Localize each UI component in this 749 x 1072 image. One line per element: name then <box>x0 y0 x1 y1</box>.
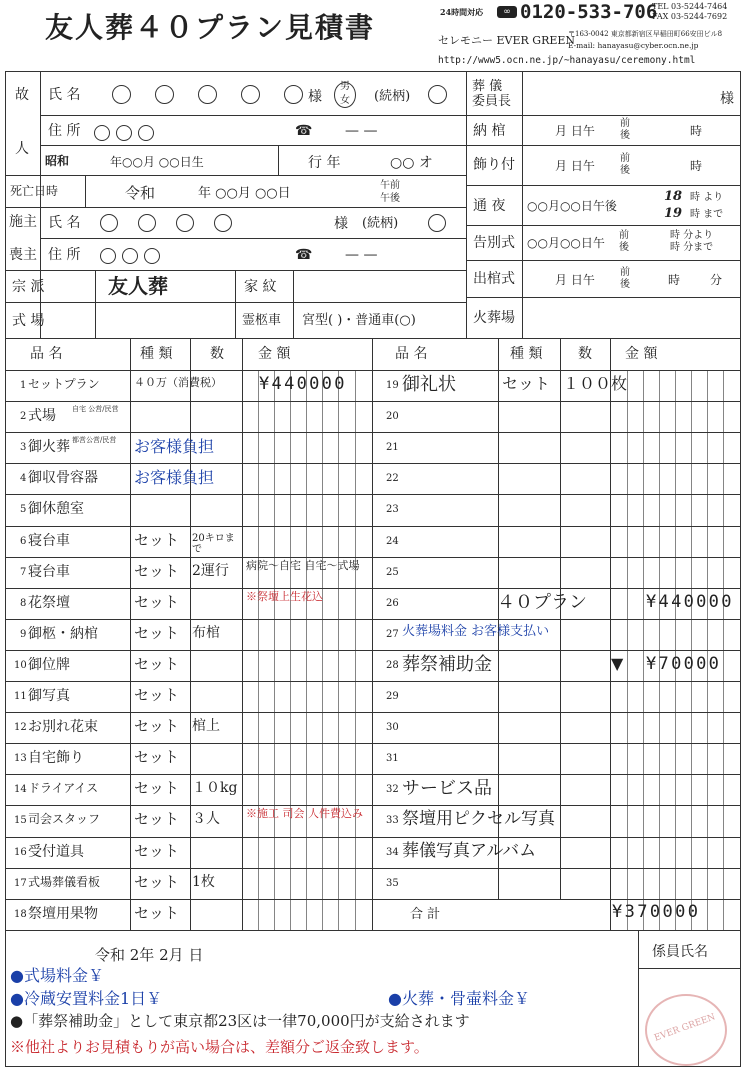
item-type: セット <box>134 654 180 673</box>
item-number: 9 <box>20 628 27 640</box>
header-left-name: 品 名 <box>30 346 63 362</box>
death-label: 死亡日時 <box>10 184 59 198</box>
moshu-label: 喪主 <box>9 247 37 263</box>
company-name: セレモニー EVER GREEN <box>438 34 576 47</box>
fax-number: FAX 03-5244-7692 <box>652 12 728 21</box>
hotline-label: 24時間対応 <box>440 7 484 17</box>
sesshu-name-label: 氏 名 <box>48 215 81 231</box>
item-type: セット <box>134 592 180 611</box>
item-number: 1 <box>20 380 27 391</box>
header-right-type: 種 類 <box>510 346 543 362</box>
phone-free-dial-icon: ∞ <box>497 6 517 18</box>
item-qty: 棺上 <box>192 718 220 735</box>
iinchou-sama: 様 <box>720 91 734 107</box>
item-qty: 1枚 <box>192 873 215 890</box>
header-right-name: 品 名 <box>395 346 428 362</box>
item-type: セット <box>134 561 180 580</box>
staff-label: 係員氏名 <box>652 944 708 960</box>
header-left-amount: 金 額 <box>258 346 291 362</box>
item-number: 27 <box>386 628 399 640</box>
item-type: セット <box>134 748 180 767</box>
item-name: 自宅飾り <box>28 750 84 767</box>
item-number: 2 <box>20 411 27 423</box>
item-number: 3 <box>20 442 27 454</box>
item-number: 16 <box>14 846 27 858</box>
item-number: 21 <box>386 442 399 454</box>
item-type: セット <box>134 717 180 736</box>
item-name: 御位牌 <box>28 656 70 673</box>
item-number: 31 <box>386 753 399 765</box>
item-number: 17 <box>14 877 27 889</box>
gender-male: 男 <box>340 81 350 92</box>
item-name: 御休憩室 <box>28 501 84 518</box>
item-number: 10 <box>14 659 27 671</box>
nokan-zen: 前 <box>620 118 630 129</box>
shukkan-zen: 前 <box>620 267 630 278</box>
item-number: 18 <box>14 908 27 920</box>
header-left-qty: 数 <box>210 346 224 362</box>
item-name: お別れ花束 <box>28 719 98 736</box>
page-title: 友人葬４０プラン見積書 <box>45 11 376 44</box>
total-amount: ¥370000 <box>612 902 701 922</box>
kazaritsuke-ji: 時 <box>690 159 703 173</box>
item-name: 御礼状 <box>402 374 456 395</box>
shukkan-date: 月 日午 <box>555 273 595 287</box>
item-name: 祭壇用ピクセル写真 <box>402 809 555 830</box>
kokubetsu-time-2: 時 分まで <box>670 242 714 253</box>
item-type: ４０万（消費税） <box>134 376 222 389</box>
item-number: 32 <box>386 784 399 796</box>
item-number: 33 <box>386 815 399 827</box>
item-name: 御火葬 <box>28 439 70 456</box>
kokubetsu-date: ○○月○○日午 <box>527 236 605 250</box>
sesshu-address-circles <box>100 245 160 264</box>
item-number: 13 <box>14 753 27 765</box>
item-type: セット <box>134 872 180 891</box>
kazaritsuke-date: 月 日午 <box>555 159 595 173</box>
item-type: セット <box>134 623 180 642</box>
sesshu-address-label: 住 所 <box>48 247 81 263</box>
item-type: セット <box>502 374 551 393</box>
item-number: 12 <box>14 722 27 734</box>
item-amount-note: 病院〜自宅 自宅〜式場 <box>246 558 360 572</box>
kazaritsuke-go: 後 <box>620 165 630 176</box>
item-sub: 自宅 公営/民営 <box>72 405 119 414</box>
item-number: 15 <box>14 815 27 827</box>
deceased-address-label: 住 所 <box>48 123 81 139</box>
item-qty: １０kg <box>192 780 238 797</box>
gender-female: 女 <box>340 95 350 106</box>
item-amount: ¥440000 <box>259 374 347 394</box>
estimate-date: 令和 2年 2月 日 <box>95 946 204 964</box>
header-right-qty: 数 <box>578 346 592 362</box>
item-number: 11 <box>14 691 27 702</box>
company-stamp <box>645 994 727 1066</box>
kokubetsu-go: 後 <box>619 242 629 253</box>
item-qty: ３人 <box>192 811 220 828</box>
item-qty: ▼ <box>611 653 624 673</box>
nokan-ji: 時 <box>690 124 703 138</box>
item-number: 14 <box>14 784 27 796</box>
sesshu-phone: — — <box>345 247 378 263</box>
note-subsidy: ●「葬祭補助金」として東京都23区は一律70,000円が支給されます <box>10 1012 470 1030</box>
deceased-label-1: 故 <box>15 87 29 103</box>
deceased-label-2: 人 <box>15 141 29 157</box>
item-name: ４０プラン <box>497 591 587 613</box>
gender-circle <box>334 82 356 108</box>
item-amount-note: ※施工 司会 人件費込み <box>246 807 363 821</box>
name-circles <box>112 84 303 104</box>
item-name: 式場 <box>28 408 56 425</box>
company-email: E-mail: hanayasu@cyber.ocn.ne.jp <box>568 41 699 50</box>
item-name: 花祭壇 <box>28 594 70 611</box>
item-qty: 2運行 <box>192 562 229 579</box>
birth-date: 年○○月 ○○日生 <box>110 155 204 169</box>
item-name: 葬儀写真アルバム <box>402 840 537 861</box>
item-name: 御柩・納棺 <box>28 625 98 642</box>
phone-icon: ☎ <box>295 123 313 139</box>
death-date: 年 ○○月 ○○日 <box>198 186 291 201</box>
item-number: 29 <box>386 691 399 702</box>
total-label: 合 計 <box>410 907 441 922</box>
deceased-sama: 様 <box>308 89 322 105</box>
reikyusha-label: 霊柩車 <box>242 313 282 328</box>
kamon-label: 家 紋 <box>244 279 277 295</box>
age-label: 行 年 <box>308 155 341 171</box>
iinchou-label: 葬 儀 委員長 <box>472 79 512 109</box>
note-reizo-fee: ●冷蔵安置料金1日￥ <box>10 989 163 1008</box>
tsuya-time-2: 19 <box>664 206 683 221</box>
shuha-value: 友人葬 <box>108 274 168 298</box>
item-qty: １００枚 <box>563 374 628 393</box>
death-gozen: 午前 <box>380 180 400 191</box>
item-qty: 20キロまで <box>192 532 235 555</box>
item-number: 8 <box>20 597 27 609</box>
item-number: 30 <box>386 722 399 734</box>
shuha-label: 宗 派 <box>12 279 45 295</box>
item-name: サービス品 <box>402 778 492 800</box>
item-amount: ¥70000 <box>646 653 722 674</box>
zokugara-circle <box>428 84 447 104</box>
tsuya-time-1: 18 <box>664 189 683 204</box>
deceased-zokugara: (続柄) <box>374 89 411 104</box>
note-kasou-fee: ●火葬・骨壷料金￥ <box>388 989 530 1008</box>
item-type: セット <box>134 686 180 704</box>
item-name: 寝台車 <box>28 532 70 549</box>
sesshu-zokugara-circle <box>428 212 446 232</box>
company-address: 〒163-0042 東京都新宿区早稲田町66安田ビル8 <box>568 30 723 38</box>
note-shikijo-fee: ●式場料金￥ <box>10 966 104 985</box>
nokan-label: 納 棺 <box>473 123 506 139</box>
kasouba-label: 火葬場 <box>473 310 515 326</box>
sesshu-name-circles <box>100 212 232 232</box>
item-number: 7 <box>20 566 27 578</box>
kokubetsu-zen: 前 <box>619 230 629 241</box>
tsuya-time-1-suffix: 時 より <box>690 192 724 203</box>
kazaritsuke-zen: 前 <box>620 153 630 164</box>
item-number: 25 <box>386 566 399 578</box>
item-qty: 布棺 <box>192 624 220 641</box>
item-type: セット <box>134 903 180 922</box>
showa-label: 昭和 <box>45 154 70 168</box>
note-refund: ※他社よりお見積もりが高い場合は、差額分ご返金致します。 <box>10 1038 429 1056</box>
age-value: ○○ オ <box>390 155 433 171</box>
tel-number: TEL 03-5244-7464 <box>652 2 728 11</box>
death-reiwa: 令和 <box>125 184 156 202</box>
item-number: 22 <box>386 473 399 485</box>
sesshu-label: 施主 <box>9 214 37 230</box>
item-name: 式場葬儀看板 <box>28 874 101 889</box>
kokubetsu-time-1: 時 分より <box>670 230 714 241</box>
sesshu-zokugara: (続柄) <box>362 216 399 231</box>
kazaritsuke-label: 飾り付 <box>473 157 515 173</box>
shukkan-label: 出棺式 <box>473 271 515 287</box>
item-number: 5 <box>20 504 27 516</box>
item-type: セット <box>134 841 180 860</box>
item-number: 35 <box>386 877 399 889</box>
header-right-amount: 金 額 <box>625 346 658 362</box>
header-left-type: 種 類 <box>140 346 173 362</box>
sesshu-phone-icon: ☎ <box>295 247 313 263</box>
item-number: 20 <box>386 411 399 423</box>
item-amount-note: ※祭壇上生花込 <box>246 589 323 603</box>
item-number: 28 <box>386 659 399 671</box>
death-gogo: 午後 <box>380 193 400 204</box>
hotline-number: 0120-533-706 <box>520 1 658 23</box>
item-name: セットプラン <box>28 377 100 391</box>
item-type: お客様負担 <box>134 437 215 457</box>
item-number: 24 <box>386 535 399 547</box>
item-number: 6 <box>20 535 27 547</box>
kokubetsu-label: 告別式 <box>473 235 515 251</box>
deceased-phone: — — <box>345 123 378 139</box>
item-name: 火葬場料金 お客様支払い <box>402 623 550 639</box>
item-name: 御収骨容器 <box>28 470 98 487</box>
item-name: 受付道具 <box>28 843 84 860</box>
sesshu-sama: 様 <box>334 216 348 232</box>
item-type: セット <box>134 810 180 829</box>
company-url: http://www5.ocn.ne.jp/~hanayasu/ceremony.html <box>438 55 696 66</box>
deceased-name-label: 氏 名 <box>48 87 81 103</box>
address-circles <box>94 122 154 141</box>
nokan-go: 後 <box>620 130 630 141</box>
tsuya-label: 通 夜 <box>473 198 506 214</box>
item-number: 23 <box>386 504 399 516</box>
item-name: ドライアイス <box>28 781 99 796</box>
item-type: セット <box>134 530 180 549</box>
tsuya-date: ○○月○○日午後 <box>527 199 617 213</box>
shukkan-fun: 分 <box>710 273 723 287</box>
item-name: 祭壇用果物 <box>28 905 98 922</box>
item-number: 4 <box>20 473 27 485</box>
shukkan-ji: 時 <box>668 273 681 287</box>
item-name: 葬祭補助金 <box>402 653 492 675</box>
item-number: 34 <box>386 846 399 858</box>
item-sub: 都営公営/民営 <box>72 436 117 445</box>
tsuya-time-2-suffix: 時 まで <box>690 209 724 220</box>
shukkan-go: 後 <box>620 279 630 290</box>
reikyusha-value: 宮型( )・普通車(○) <box>302 313 416 328</box>
item-number: 19 <box>386 380 399 391</box>
item-name: 司会スタッフ <box>28 812 101 827</box>
shikijo-label: 式 場 <box>12 313 45 329</box>
item-name: 御写真 <box>28 688 70 704</box>
nokan-date: 月 日午 <box>555 124 595 138</box>
stamp-text: EVER GREEN <box>653 1012 717 1044</box>
item-name: 寝台車 <box>28 563 70 580</box>
item-type: お客様負担 <box>134 468 215 488</box>
item-number: 26 <box>386 597 399 609</box>
item-amount: ¥440000 <box>646 591 734 612</box>
item-type: セット <box>134 779 180 798</box>
